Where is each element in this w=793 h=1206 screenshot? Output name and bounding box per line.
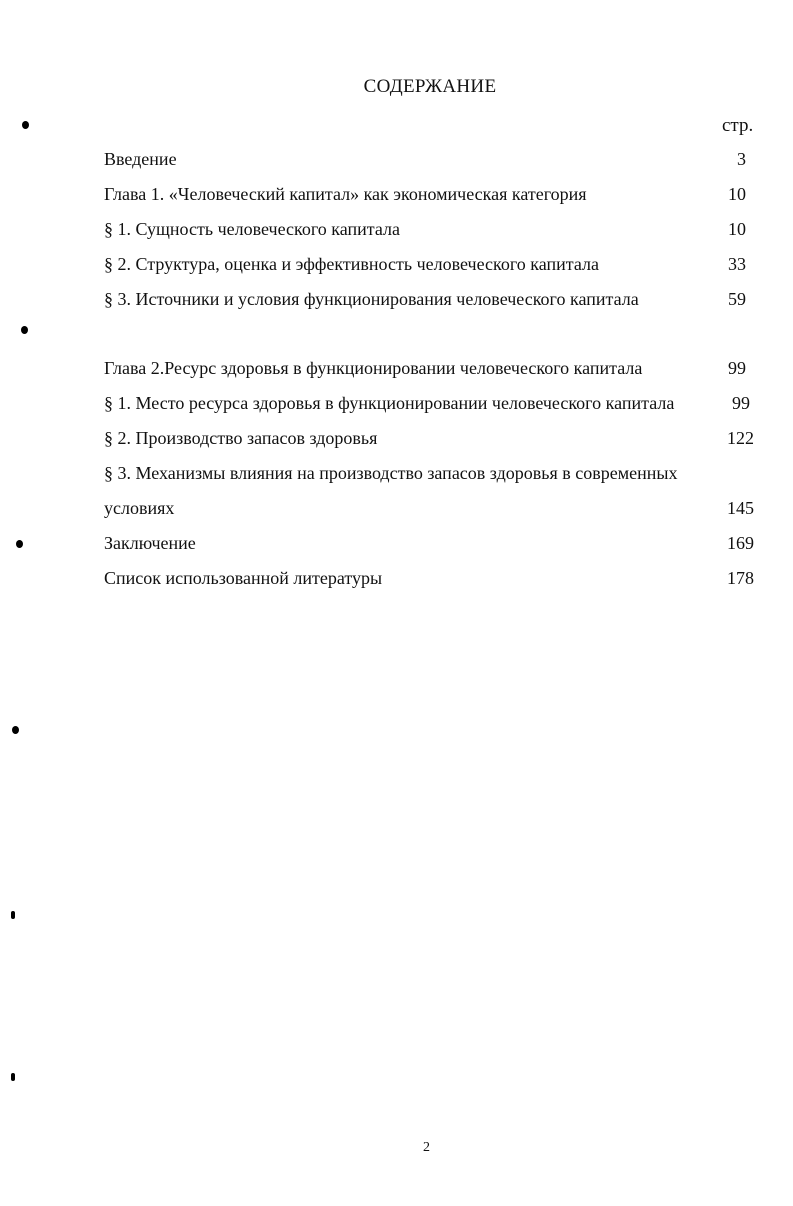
toc-entry-page: 169 xyxy=(727,533,754,553)
toc-entry-text: Введение xyxy=(104,149,177,169)
binding-hole-mark xyxy=(11,911,15,919)
toc-entry-text: Список использованной литературы xyxy=(104,568,383,588)
page-number: 2 xyxy=(423,1140,430,1155)
toc-entry xyxy=(104,568,754,594)
toc-entry xyxy=(104,254,754,280)
toc-entry-text: § 3. Источники и условия функционирования человеческого капитала xyxy=(104,289,639,309)
toc-entry xyxy=(104,463,754,489)
toc-entry-page: 3 xyxy=(737,149,746,169)
toc-entry-text: § 1. Место ресурса здоровья в функционировании человеческого капитала xyxy=(104,393,675,413)
toc-entry xyxy=(104,219,754,245)
binding-hole-mark xyxy=(21,326,28,334)
toc-entry-text: § 2. Структура, оценка и эффективность человеческого капитала xyxy=(104,254,599,274)
toc-entry-page: 99 xyxy=(732,393,750,413)
toc-entry-text: Глава 2.Ресурс здоровья в функционировании человеческого капитала xyxy=(104,358,643,378)
toc-entry xyxy=(104,498,754,524)
toc-entry-text: § 3. Механизмы влияния на производство запасов здоровья в современных xyxy=(104,463,678,483)
toc-entry-text: § 1. Сущность человеческого капитала xyxy=(104,219,400,239)
toc-entry xyxy=(104,289,754,315)
toc-entry xyxy=(104,393,754,419)
page-column-header: стр. xyxy=(722,115,754,136)
toc-entry xyxy=(104,533,754,559)
toc-entry-text: Глава 1. «Человеческий капитал» как экономическая категория xyxy=(104,184,587,204)
toc-entry xyxy=(104,149,754,175)
toc-entry-page: 33 xyxy=(728,254,746,274)
toc-entry xyxy=(104,428,754,454)
toc-entry-page: 145 xyxy=(727,498,754,518)
toc-title: СОДЕРЖАНИЕ xyxy=(363,76,497,97)
toc-entry-page: 178 xyxy=(727,568,754,588)
toc-entry-page: 99 xyxy=(728,358,746,378)
binding-hole-mark xyxy=(11,1073,15,1081)
toc-entry-text: условиях xyxy=(104,498,175,518)
toc-entry-page: 10 xyxy=(728,219,746,239)
toc-entry-text: § 2. Производство запасов здоровья xyxy=(104,428,378,448)
binding-hole-mark xyxy=(12,726,19,734)
toc-entry-page: 59 xyxy=(728,289,746,309)
toc-entry xyxy=(104,184,754,210)
toc-entry-text: Заключение xyxy=(104,533,196,553)
toc-entry-page: 10 xyxy=(728,184,746,204)
toc-entry xyxy=(104,358,754,384)
binding-hole-mark xyxy=(16,540,23,548)
toc-entry-page: 122 xyxy=(727,428,754,448)
binding-hole-mark xyxy=(22,121,29,129)
